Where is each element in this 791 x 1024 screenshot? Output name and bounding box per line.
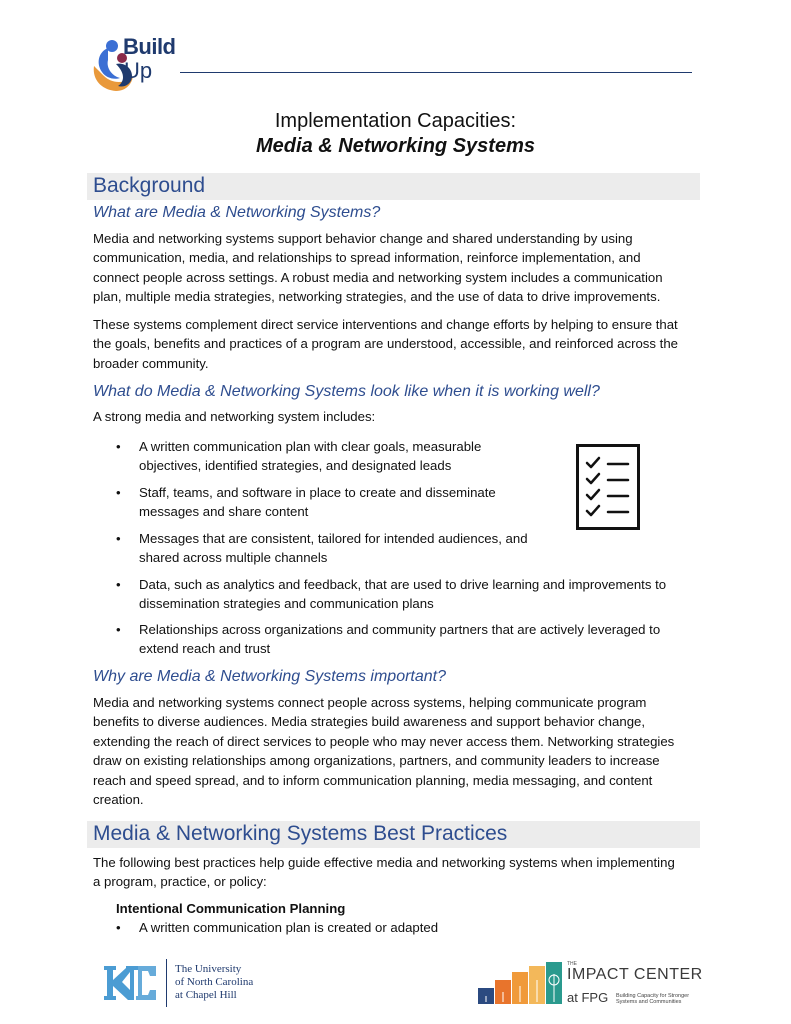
impact-center-the: THE [567,961,577,967]
text-line: dissemination strategies and communication plans [139,596,434,612]
text-line: plan, multiple media strategies, networking strategies, and the use of data to drive improvements. [93,289,661,305]
text-line: Staff, teams, and software in place to create and disseminate [139,485,496,500]
impact-center-at-fpg: at FPG [567,990,609,1005]
footer-divider [166,959,167,1007]
document-title: Implementation Capacities: [274,110,517,132]
text-line: reach and speed spread, and to inform communication planning, media messaging, and content [93,772,653,788]
text-line: messages and share content [139,504,309,520]
text-line: the goals, benefits and practices of a program are understood, accessible, and reinforced across the [93,336,678,352]
bullet-dot: • [116,439,121,454]
text-line: shared across multiple channels [139,550,328,566]
text-line: extending the reach of direct services to people who may never access them. Networking strategies [93,733,675,749]
bullet-dot: • [116,622,121,637]
text-line: Data, such as analytics and feedback, that are used to drive learning and improvements to [139,577,667,592]
unc-wordmark [175,963,253,1002]
impact-center-name: IMPACT CENTER [567,966,703,983]
subheading-communication-planning: Intentional Communication Planning [116,901,346,916]
text-line: communication, media, and relationships to spread information, reinforce implementation, and [93,250,641,266]
text-line: draw on existing relationships among organizations, partners, and community leaders to increase [93,753,660,769]
text-line: A written communication plan with clear goals, measurable [139,439,482,454]
section-heading-background: Background [93,174,206,197]
bullet-dot: • [116,920,121,935]
text-line: Messages that are consistent, tailored for intended audiences, and [139,531,528,546]
question-heading-working-well: What do Media & Networking Systems look like when it is working well? [93,383,600,400]
text-line: These systems complement direct service interventions and change efforts by helping to ensure that [93,317,678,332]
text-line: objectives, identified strategies, and designated leads [139,458,452,474]
impact-center-logo-icon [478,962,562,1004]
impact-center-tagline [616,993,696,1005]
section-band-best-practices [87,821,700,848]
paragraph-complement [93,315,703,373]
bullet-dot: • [116,485,121,500]
text-line: The University [175,963,242,975]
bullet-dot: • [116,577,121,592]
paragraph-importance [93,693,703,809]
text-line: creation. [93,792,144,808]
section-heading-best-practices: Media & Networking Systems Best Practices [93,822,508,845]
text-line: Relationships across organizations and community partners that are actively leveraged to [139,622,661,637]
text-line: at Chapel Hill [175,989,237,1001]
text-line: a program, practice, or policy: [93,874,267,890]
paragraph-definition [93,229,703,307]
paragraph-best-practices-intro [93,853,703,892]
text-line: of North Carolina [175,976,254,988]
text-line: Building Capacity for Stronger [616,993,690,999]
question-heading-important: Why are Media & Networking Systems important? [93,668,447,685]
document-subtitle: Media & Networking Systems [256,135,535,157]
paragraph-intro-list: A strong media and networking system includes: [93,409,376,424]
unc-logo-icon [100,960,160,1006]
header-divider [180,72,692,73]
text-line: benefits to diverse audiences. Media strategies build awareness and support behavior change, [93,714,646,730]
text-line: Media and networking systems connect people across systems, helping communicate program [93,695,647,710]
text-line: broader community. [93,355,209,371]
text-line: connect people across settings. A robust media and networking system includes a communication [93,269,663,285]
list-item-text: A written communication plan is created or adapted [139,920,439,935]
checklist-icon [576,444,640,530]
logo-text-build: Build [123,34,176,59]
logo-text-up: Up [124,58,153,83]
text-line: extend reach and trust [139,641,271,657]
text-line: Systems and Communities [616,999,682,1005]
section-band-background [87,173,700,200]
text-line: The following best practices help guide effective media and networking systems when implementing [93,855,675,870]
text-line: Media and networking systems support behavior change and shared understanding by using [93,231,633,246]
bullet-dot: • [116,531,121,546]
question-heading-what: What are Media & Networking Systems? [93,204,381,221]
